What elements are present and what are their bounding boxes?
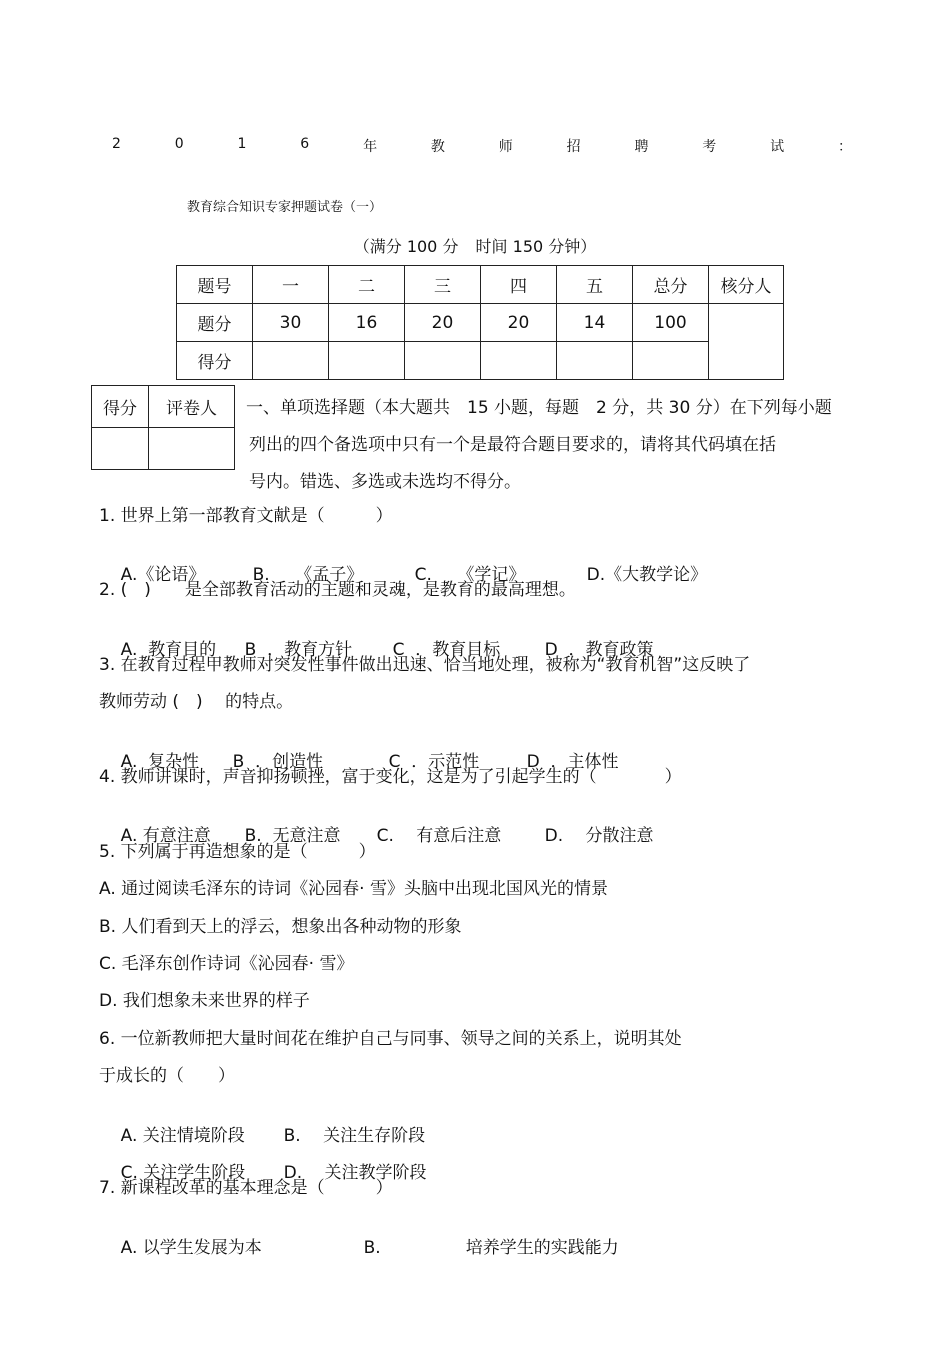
instruction-line: 列出的四个备选项中只有一个是最符合题目要求的，请将其代码填在括 <box>249 435 776 455</box>
option[interactable]: D ．教育政策 <box>544 640 654 660</box>
option[interactable]: B. 培养学生的实践能力 <box>363 1238 619 1258</box>
question-4: 4. 教师讲课时，声音抑扬顿挫，富于变化，这是为了引起学生的（ ） <box>99 767 682 787</box>
score-entry-cell[interactable] <box>633 342 709 380</box>
option[interactable]: A.《论语》 <box>120 565 206 585</box>
title-char: 年 <box>363 139 378 155</box>
cell: 四 <box>481 266 557 304</box>
cell: 20 <box>481 304 557 342</box>
title-char: 1 <box>237 136 247 152</box>
score-entry-cell[interactable] <box>329 342 405 380</box>
grader-entry-row <box>92 428 235 470</box>
option[interactable]: A. 以学生发展为本 <box>120 1238 262 1258</box>
option[interactable]: C ．教育目标 <box>392 640 501 660</box>
title-char: 0 <box>174 136 184 152</box>
option[interactable]: C ．示范性 <box>388 752 480 772</box>
exam-subtitle: 教育综合知识专家押题试卷（一） <box>187 200 383 215</box>
option[interactable]: C. 有意后注意 <box>376 826 502 846</box>
section-instructions <box>246 390 858 501</box>
instruction-line: 号内。错选、多选或未选均不得分。 <box>249 472 521 492</box>
cell: 评卷人 <box>149 386 235 428</box>
question-3: 3. 在教育过程甲教师对突发性事件做出迅速、恰当地处理，被称为“教育机智”这反映了 <box>99 655 751 675</box>
option[interactable]: D. 关注教学阶段 <box>283 1163 427 1183</box>
score-entry-cell[interactable] <box>253 342 329 380</box>
question-6: 6. 一位新教师把大量时间花在维护自己与同事、领导之间的关系上，说明其处 <box>99 1029 682 1049</box>
cell: 总分 <box>633 266 709 304</box>
option[interactable]: A. 关注情境阶段 <box>120 1126 245 1146</box>
question-5: 5. 下列属于再造想象的是（ ） <box>99 842 376 862</box>
title-char: 招 <box>566 139 581 155</box>
option[interactable]: C. 毛泽东创作诗词《沁园春· 雪》 <box>99 954 354 974</box>
option[interactable]: B ．教育方针 <box>244 640 353 660</box>
option[interactable]: D.《大教学论》 <box>586 565 708 585</box>
option[interactable]: B. 无意注意 <box>244 826 341 846</box>
time-limit: 时间 150 分钟） <box>475 237 597 256</box>
question-3-cont: 教师劳动 ( ) 的特点。 <box>99 692 294 712</box>
exam-meta <box>0 234 950 257</box>
full-score: （满分 100 分 <box>353 237 459 256</box>
question-6-cont: 于成长的（ ） <box>99 1066 235 1086</box>
cell: 30 <box>253 304 329 342</box>
cell: 14 <box>557 304 633 342</box>
option[interactable]: A. 复杂性 <box>120 752 200 772</box>
cell: 得分 <box>177 342 253 380</box>
title-char: 考 <box>702 139 717 155</box>
option[interactable]: B. 《孟子》 <box>252 565 364 585</box>
question-1: 1. 世界上第一部教育文献是（ ） <box>99 506 393 526</box>
option[interactable]: A. 教育目的 <box>120 640 217 660</box>
grader-entry-cell[interactable] <box>149 428 235 470</box>
cell: 题分 <box>177 304 253 342</box>
option[interactable]: C. 《学记》 <box>414 565 526 585</box>
option[interactable]: C. 关注学生阶段 <box>120 1163 246 1183</box>
title-char: 教 <box>430 139 445 155</box>
cell: 20 <box>405 304 481 342</box>
cell: 五 <box>557 266 633 304</box>
score-entry-cell[interactable] <box>92 428 149 470</box>
option[interactable]: B. 人们看到天上的浮云，想象出各种动物的形象 <box>99 917 462 937</box>
cell: 核分人 <box>709 266 784 304</box>
score-table-header-row <box>177 266 784 304</box>
cell: 题号 <box>177 266 253 304</box>
score-table-points-row <box>177 304 784 342</box>
cell: 16 <box>329 304 405 342</box>
exam-title <box>112 136 852 156</box>
score-table-earned-row <box>177 342 784 380</box>
option[interactable]: A. 有意注意 <box>120 826 211 846</box>
score-table <box>176 265 784 380</box>
checker-cell[interactable] <box>709 304 784 380</box>
option[interactable]: A. 通过阅读毛泽东的诗词《沁园春· 雪》头脑中出现北国风光的情景 <box>99 879 608 899</box>
option[interactable]: D ．主体性 <box>526 752 619 772</box>
grader-table <box>91 385 235 470</box>
title-char: 6 <box>300 136 310 152</box>
cell: 一 <box>253 266 329 304</box>
option[interactable]: B ．创造性 <box>232 752 324 772</box>
option[interactable]: D. 分散注意 <box>544 826 654 846</box>
score-entry-cell[interactable] <box>405 342 481 380</box>
option[interactable]: B. 关注生存阶段 <box>283 1126 426 1146</box>
cell: 得分 <box>92 386 149 428</box>
cell: 二 <box>329 266 405 304</box>
title-char: 师 <box>498 139 513 155</box>
question-2: 2. ( ) 是全部教育活动的主题和灵魂，是教育的最高理想。 <box>99 580 576 600</box>
question-7: 7. 新课程改革的基本理念是（ ） <box>99 1178 393 1198</box>
cell: 三 <box>405 266 481 304</box>
question-7-options <box>99 1215 619 1281</box>
title-char: 2 <box>112 136 121 152</box>
title-char: ： <box>837 139 852 155</box>
cell: 100 <box>633 304 709 342</box>
title-char: 试 <box>770 139 785 155</box>
instruction-line: 一、单项选择题（本大题共 15 小题，每题 2 分，共 30 分）在下列每小题 <box>246 398 832 418</box>
score-entry-cell[interactable] <box>557 342 633 380</box>
grader-header-row <box>92 386 235 428</box>
score-entry-cell[interactable] <box>481 342 557 380</box>
title-char: 聘 <box>634 139 649 155</box>
option[interactable]: D. 我们想象未来世界的样子 <box>99 991 310 1011</box>
